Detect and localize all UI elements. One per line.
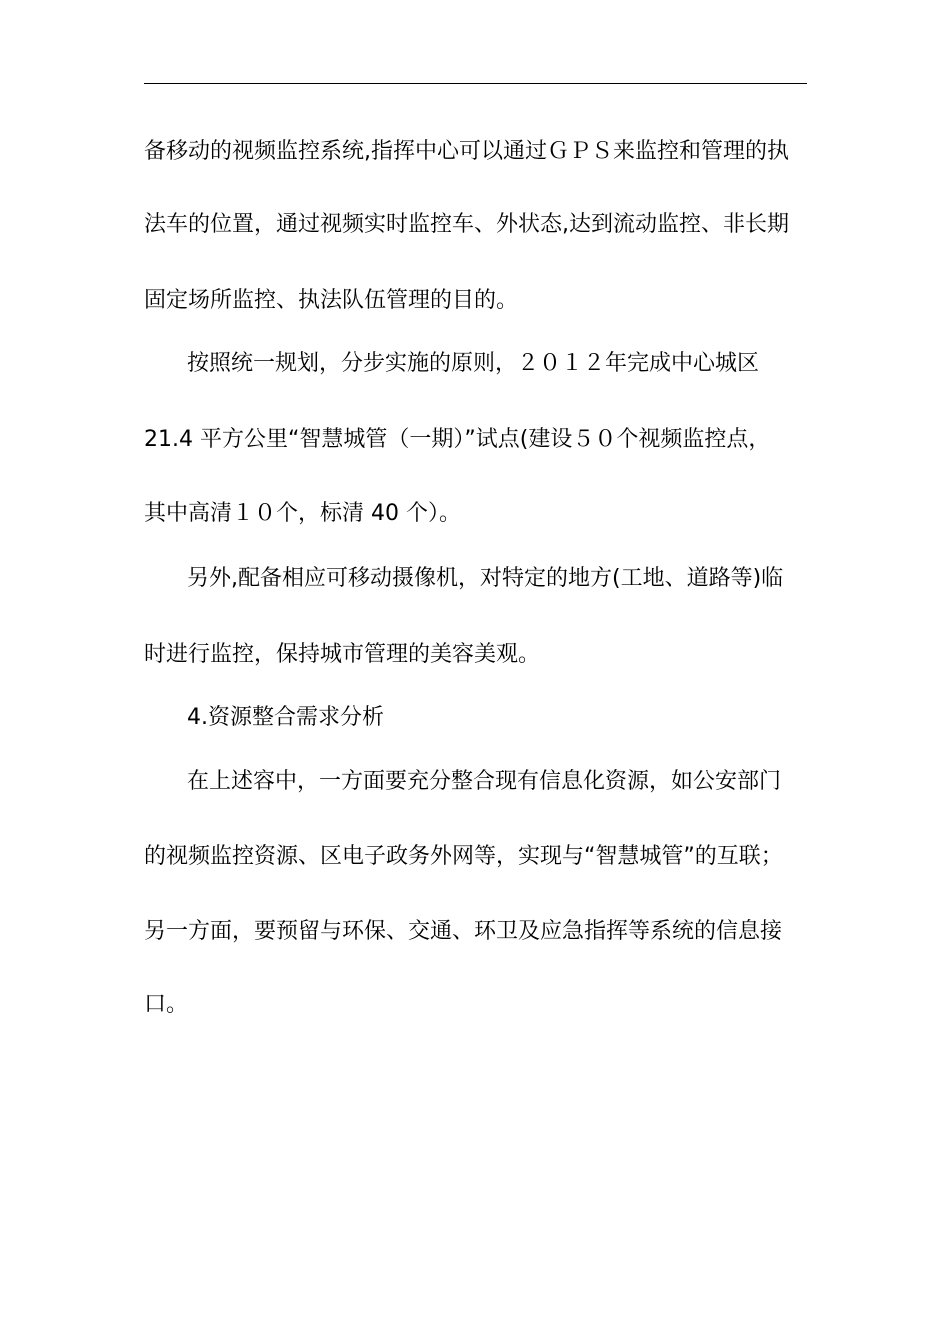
text-line: 法车的位置，通过视频实时监控车、外状态,达到流动监控、非长期: [144, 212, 789, 237]
text-line: 备移动的视频监控系统,指挥中心可以通过ＧＰＳ来监控和管理的执: [144, 139, 789, 164]
text-line: 时进行监控，保持城市管理的美容美观。: [144, 642, 541, 667]
section-heading: 4.资源整合需求分析: [187, 705, 384, 730]
header-rule: [144, 83, 807, 84]
text-line: 固定场所监控、执法队伍管理的目的。: [144, 288, 519, 313]
paragraph-start-line: 另外,配备相应可移动摄像机，对特定的地方(工地、道路等)临: [187, 566, 784, 591]
paragraph-start-line: 按照统一规划，分步实施的原则，２０１２年完成中心城区: [187, 351, 760, 376]
text-line: 口。: [144, 992, 189, 1017]
text-line: 21.4 平方公里“智慧城管（一期）”试点(建设５０个视频监控点，: [144, 427, 771, 452]
text-line: 另一方面，要预留与环保、交通、环卫及应急指挥等系统的信息接: [144, 919, 783, 944]
text-line: 其中高清１０个，标清 40 个）。: [144, 501, 461, 526]
text-line: 的视频监控资源、区电子政务外网等，实现与“智慧城管”的互联；: [144, 844, 783, 869]
paragraph-start-line: 在上述容中，一方面要充分整合现有信息化资源，如公安部门: [187, 769, 782, 794]
